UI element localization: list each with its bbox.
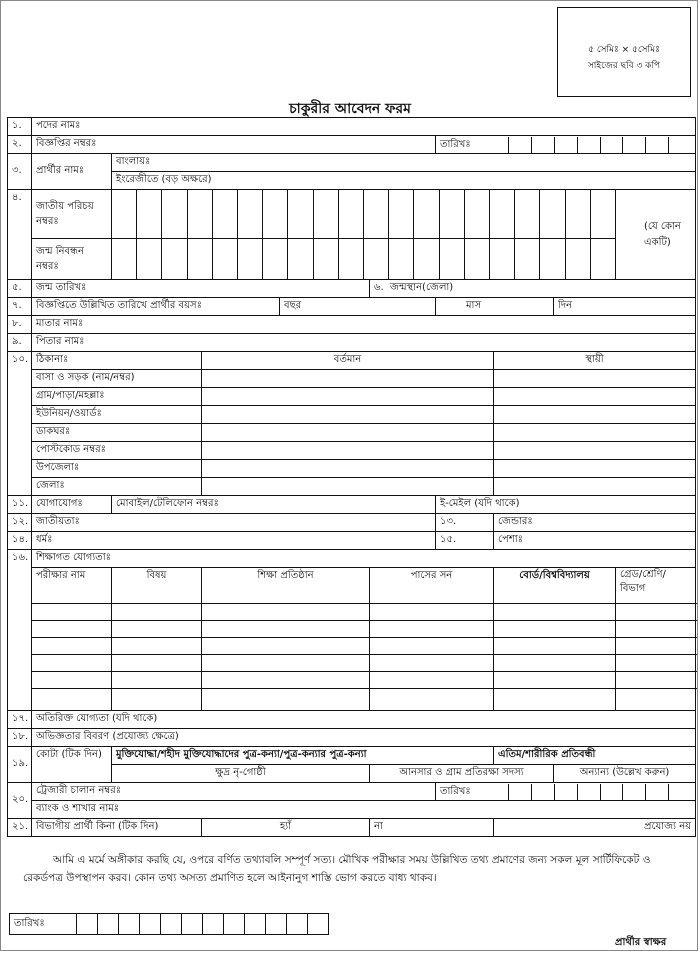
education-row [8, 672, 696, 689]
row-contact: ১১. যোগাযোগঃ মোবাইল/টেলিফোন নম্বরঃ ই-মেইল (যদি থাকে) [8, 496, 696, 514]
row-bank [8, 801, 696, 819]
birth-reg-cells[interactable] [112, 239, 616, 280]
present-address-cell[interactable] [202, 388, 494, 406]
education-row [8, 604, 696, 621]
row-age: ৭. বিজ্ঞপ্তিতে উল্লিখিত তারিখে প্রার্থীর বয়সঃ বছর মাস দিন [8, 298, 696, 316]
row-quota-2 [8, 765, 696, 783]
row-address-header: ১০. ঠিকানাঃ বর্তমান স্থায়ী [8, 352, 696, 370]
circular-number-field[interactable]: বিজ্ঞপ্তির নম্বরঃ [32, 136, 436, 154]
birth-date-field[interactable]: জন্ম তারিখঃ [32, 280, 370, 298]
father-name-field[interactable]: পিতার নামঃ [32, 334, 696, 352]
address-row: জেলাঃ [8, 478, 696, 496]
row-applicant-name-en [8, 172, 696, 190]
mobile-field[interactable]: মোবাইল/টেলিফোন নম্বরঃ [112, 496, 436, 514]
education-row [8, 689, 696, 711]
present-address-cell[interactable] [202, 478, 494, 496]
age-day-field[interactable]: দিন [554, 298, 696, 316]
row-religion: ১৪. ধর্মঃ ১৫. পেশাঃ [8, 532, 696, 550]
row-departmental: ২১. বিভাগীয় প্রার্থী কিনা (টিক দিন) হ্যাঁ না প্রযোজ্য নয় [8, 819, 696, 837]
permanent-address-cell[interactable] [494, 478, 696, 496]
row-applicant-name-bn: ৩. প্রার্থীর নামঃ বাংলায়ঃ [8, 154, 696, 172]
row-nationality: ১২. জাতীয়তাঃ ১৩. জেন্ডারঃ [8, 514, 696, 532]
permanent-address-cell[interactable] [494, 442, 696, 460]
applicant-signature-label: প্রার্থীর স্বাক্ষর [615, 937, 667, 948]
education-row [8, 655, 696, 672]
form-title: চাকুরীর আবেদন ফরম [289, 101, 411, 117]
row-additional-qualification: ১৭. অতিরিক্ত যোগ্যতা (যদি থাকে) [8, 711, 696, 729]
religion-field[interactable]: ধর্মঃ [32, 532, 436, 550]
permanent-address-cell[interactable] [494, 406, 696, 424]
address-row: ইউনিয়ন/ওয়ার্ডঃ [8, 406, 696, 424]
nid-cells[interactable] [112, 190, 616, 239]
row-birth-registration: জন্ম নিবন্ধন নম্বরঃ [8, 239, 696, 280]
row-post-name: ১. পদের নামঃ [8, 118, 696, 136]
quota-freedom-fighter[interactable]: মুক্তিযোদ্ধা/শহীদ মুক্তিযোদ্ধাদের পুত্র-কন্যা/পুত্র-কন্যার পুত্র-কন্যা [112, 747, 494, 765]
present-address-cell[interactable] [202, 424, 494, 442]
quota-other[interactable]: অন্যান্য (উল্লেখ করুন) [554, 765, 696, 783]
age-year-field[interactable]: বছর [280, 298, 436, 316]
photo-size-text: ৫ সেমিঃ × ৫সেমিঃ [588, 45, 660, 55]
name-bangla-field[interactable]: বাংলায়ঃ [112, 154, 696, 172]
address-row: বাসা ও সড়ক (নাম/নম্বর) [8, 370, 696, 388]
permanent-address-cell[interactable] [494, 370, 696, 388]
row-treasury-challan: ২০. ট্রেজারী চালান নম্বরঃ তারিখঃ [8, 783, 696, 801]
address-row: পোস্টকোড নম্বরঃ [8, 442, 696, 460]
bank-branch-field[interactable]: ব্যাংক ও শাখার নামঃ [32, 801, 696, 819]
row-mother-name: ৮. মাতার নামঃ [8, 316, 696, 334]
departmental-yes[interactable]: হ্যাঁ [202, 819, 370, 837]
nationality-field[interactable]: জাতীয়তাঃ [32, 514, 436, 532]
quota-ansar-vdp[interactable]: আনসার ও গ্রাম প্রতিরক্ষা সদস্য [370, 765, 554, 783]
birth-place-field[interactable]: ৬. জন্মস্থান(জেলা) [370, 280, 696, 298]
photo-box[interactable] [557, 7, 691, 97]
row-education-label: ১৬. শিক্ষাগত যোগ্যতাঃ [8, 550, 696, 568]
permanent-address-cell[interactable] [494, 424, 696, 442]
present-address-cell[interactable] [202, 370, 494, 388]
row-birth-date: ৫. জন্ম তারিখঃ ৬. জন্মস্থান(জেলা) [8, 280, 696, 298]
form-table [7, 117, 696, 837]
permanent-address-cell[interactable] [494, 388, 696, 406]
name-english-field[interactable]: ইংরেজীতে (বড় অক্ষরে) [112, 172, 696, 190]
row-nid: ৪. জাতীয় পরিচয় নম্বরঃ (যে কোন একটি) [8, 190, 696, 239]
address-row: উপজেলাঃ [8, 460, 696, 478]
additional-qualification-field[interactable]: অতিরিক্ত যোগ্যতা (যদি থাকে) [32, 711, 696, 729]
circular-date-field[interactable]: তারিখঃ [436, 136, 696, 154]
challan-date-field[interactable]: তারিখঃ [436, 783, 696, 801]
mother-name-field[interactable]: মাতার নামঃ [32, 316, 696, 334]
experience-field[interactable]: অভিজ্ঞতার বিবরণ (প্রযোজ্য ক্ষেত্রে) [32, 729, 696, 747]
footer-date-box[interactable]: তারিখঃ [9, 913, 329, 935]
education-header-row: পরীক্ষার নাম বিষয় শিক্ষা প্রতিষ্ঠান পাসের সন বোর্ড/বিশ্ববিদ্যালয় গ্রেড/শ্রেণি/ বিভাগ [8, 568, 696, 604]
email-field[interactable]: ই-মেইল (যদি থাকে) [436, 496, 696, 514]
gender-field[interactable]: জেন্ডারঃ [494, 514, 696, 532]
present-address-cell[interactable] [202, 406, 494, 424]
present-address-cell[interactable] [202, 442, 494, 460]
row-quota-1: ১৯. কোটা (টিক দিন) মুক্তিযোদ্ধা/শহীদ মুক্তিযোদ্ধাদের পুত্র-কন্যা/পুত্র-কন্যার পুত্র-কন্যা এতিম/শারীরিক প্রতিবন্ধী [8, 747, 696, 765]
education-row [8, 638, 696, 655]
age-month-field[interactable]: মাস [436, 298, 554, 316]
address-row: ডাকঘরঃ [8, 424, 696, 442]
row-father-name: ৯. পিতার নামঃ [8, 334, 696, 352]
present-address-cell[interactable] [202, 460, 494, 478]
quota-orphan-disabled[interactable]: এতিম/শারীরিক প্রতিবন্ধী [494, 747, 696, 765]
row-experience: ১৮. অভিজ্ঞতার বিবরণ (প্রযোজ্য ক্ষেত্রে) [8, 729, 696, 747]
departmental-na[interactable]: প্রযোজ্য নয় [494, 819, 696, 837]
occupation-field[interactable]: পেশাঃ [494, 532, 696, 550]
permanent-address-cell[interactable] [494, 460, 696, 478]
treasury-challan-field[interactable]: ট্রেজারী চালান নম্বরঃ [32, 783, 436, 801]
education-row [8, 621, 696, 638]
quota-ethnic-minority[interactable]: ক্ষুদ্র নৃ-গোষ্ঠী [112, 765, 370, 783]
departmental-no[interactable]: না [370, 819, 494, 837]
declaration-text: আমি এ মর্মে অঙ্গীকার করছি যে, ওপরে বর্ণিত তথ্যাবলি সম্পূর্ণ সত্য। মৌখিক পরীক্ষার সময় উল্লিখিত তথ্য প্রমাণের জন্য সকল মূল সার্টিফিকেট ও রেকর্ডপত্র উপস্থাপন করব। কোন তথ্য অসত্য প্রমাণিত হলে আইনানুগ শাস্তি ভোগ করতে বাধ্য থাকব। [23, 854, 651, 884]
address-row: গ্রাম/পাড়া/মহল্লাঃ [8, 388, 696, 406]
photo-copies-text: সাইজের ছবি ৩ কপি [587, 61, 661, 71]
row-circular: ২. বিজ্ঞপ্তির নম্বরঃ তারিখঃ [8, 136, 696, 154]
post-name-field[interactable]: পদের নামঃ [32, 118, 696, 136]
